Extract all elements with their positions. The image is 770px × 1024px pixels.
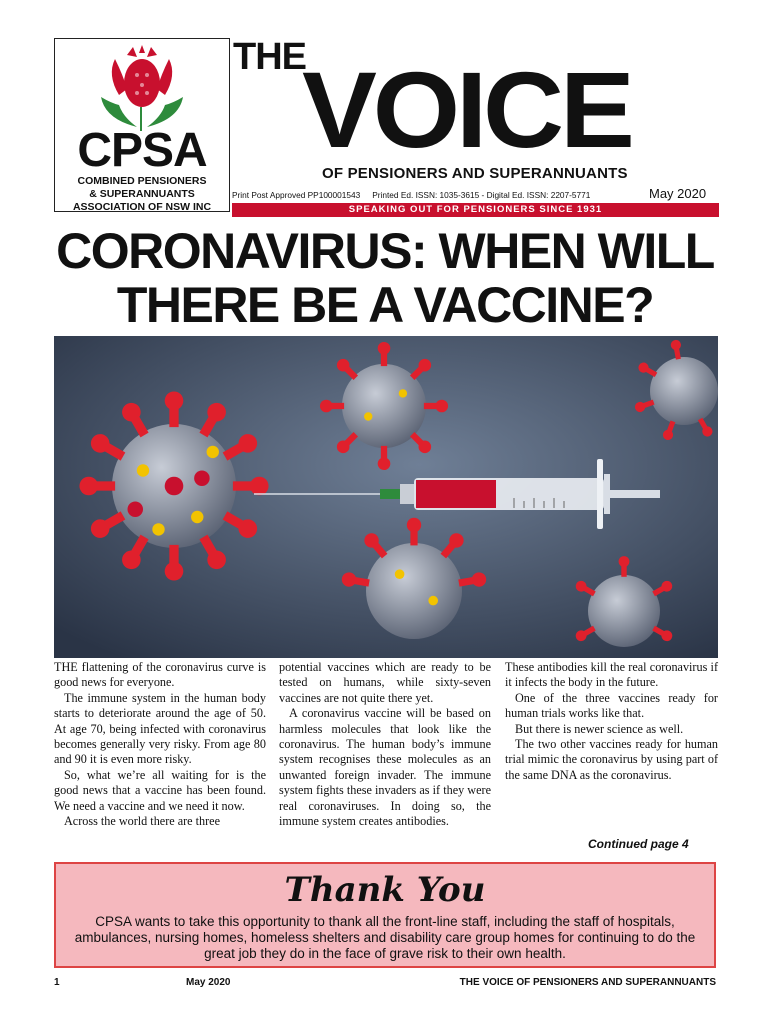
article-paragraph: But there is newer science as well. [515,721,684,736]
footer-page-number: 1 [54,977,60,988]
virus-particle [320,342,448,470]
footer-title: THE VOICE OF PENSIONERS AND SUPERANNUANTS [459,977,716,988]
article-paragraph: potential vaccines which are ready to be tested on humans, while sixty-seven vaccines are not quite there yet. [279,660,491,705]
thank-you-box [54,862,716,968]
article-paragraph: THE flattening of the coronavirus curve is good news for everyone. [54,660,266,690]
logo-acronym: CPSA [77,124,207,177]
main-headline [50,224,720,332]
article-paragraph: These antibodies kill the real coronavirus if it infects the body in the future. [505,660,718,690]
headline-line-1: CORONAVIRUS: WHEN WILL [56,223,714,279]
waratah-hands-icon [97,45,187,133]
article-column-1 [54,660,266,829]
print-post-number: Print Post Approved PP100001543 [232,190,361,200]
article-paragraph: So, what we’re all waiting for is the good news that a vaccine has been found. We need a vaccine and we need it now. [54,767,266,813]
article-paragraph: A coronavirus vaccine will be based on harmless molecules that look like the coronavirus. The human body’s immune system recognises these molecules as an unwanted foreign invader. The immune system fights these invaders as if they were real coronaviruses. In doing so, the immune system creates antibodies. [279,706,491,829]
footer-date: May 2020 [186,977,231,988]
cpsa-logo [54,38,230,212]
headline-line-2: THERE BE A VACCINE? [116,277,654,333]
article-paragraph: Across the world there are three [64,814,220,829]
continued-link[interactable]: Continued page 4 [588,837,689,851]
tagline-bar: SPEAKING OUT FOR PENSIONERS SINCE 1931 [232,203,719,217]
article-column-2 [279,660,491,829]
logo-line-1: COMBINED PENSIONERS [77,175,207,187]
logo-line-2: & SUPERANNUANTS [89,188,195,200]
issue-date: May 2020 [649,186,707,201]
issn-numbers: Printed Ed. ISSN: 1035-3615 - Digital Ed. ISSN: 2207-5771 [372,190,591,200]
masthead-subtitle: OF PENSIONERS AND SUPERANNUANTS [322,165,628,182]
masthead-the: THE [233,36,306,78]
article-paragraph: The two other vaccines ready for human trial mimic the coronavirus by using part of the same DNA as the coronavirus. [505,737,718,782]
article-column-3 [505,660,718,783]
publication-info [232,190,602,200]
thank-you-body: CPSA wants to take this opportunity to thank all the front-line staff, including the staff of hospitals, ambulances, nursing homes, homeless shelters and disability care group homes for continuing to do the great job they do in the face of grave risk to their own health. [74,914,696,961]
thank-you-title: Thank You [284,870,486,910]
vaccine-virus-image [54,336,718,658]
logo-line-3: ASSOCIATION OF NSW INC [72,201,212,213]
article-paragraph: The immune system in the human body starts to deteriorate around the age of 50. At age 70, being infected with coronavirus becomes generally very risky. From age 80 and 90 it is even more risky. [54,690,266,767]
masthead-voice: VOICE [302,49,631,170]
article-paragraph: One of the three vaccines ready for human trials works like that. [505,690,718,721]
